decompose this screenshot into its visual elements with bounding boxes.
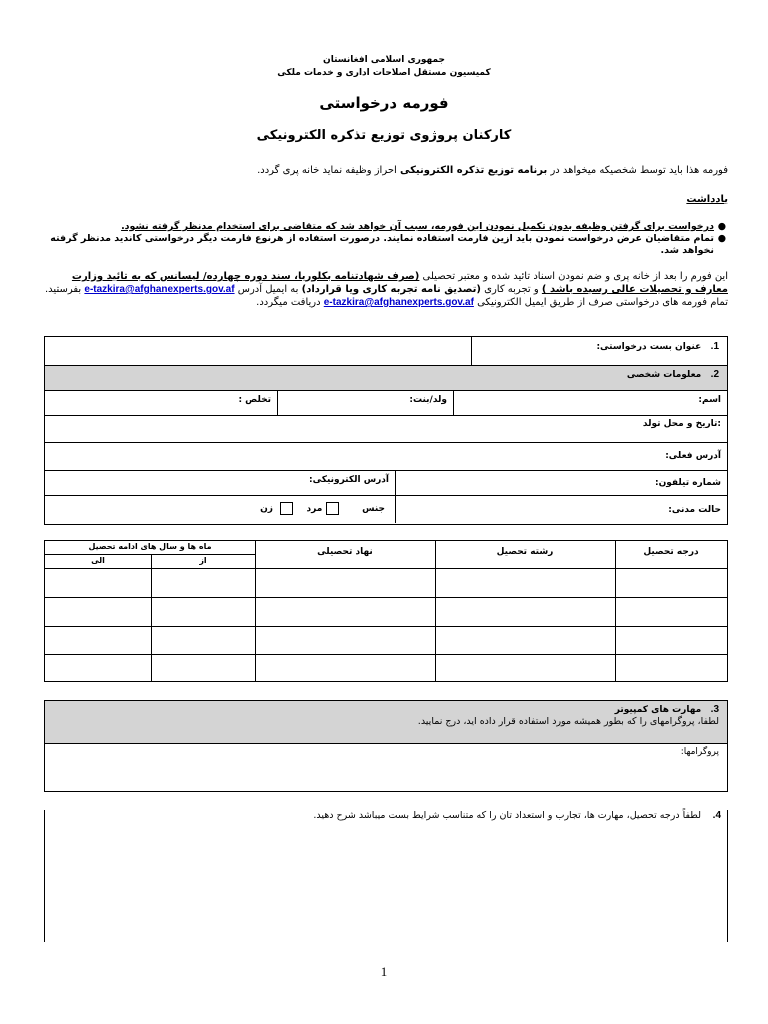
marital-input[interactable] [397,498,647,521]
notes-list [44,221,728,257]
female-label: زن [260,504,273,514]
section4-number: 4. [712,810,721,821]
male-label: مرد [306,504,323,514]
page-number: 1 [380,964,388,979]
instr-bold-1: (صرف شهادتنامه بکلوریا، سند دوره چهارده/ لیسانس که به تائید وزارت معارف و تحصیلات عالی رسیده باشد ) [71,271,728,295]
col-from-header: از [199,556,207,565]
personal-info-box [44,336,728,525]
row-names [45,391,727,416]
surname-input[interactable] [47,393,227,413]
row-post-title [45,337,727,366]
col-institute-header: نهاد تحصیلی [317,547,373,557]
education-table [44,540,728,682]
qualifications-input[interactable] [47,830,723,940]
intro-text-bold: برنامه توزیع تذکره الکترونیکی [399,165,548,176]
table-row[interactable] [45,569,727,597]
instr-pre: این فورم را بعد از خانه پری و ضم نمودن اسناد تائید شده و معتبر تحصیلی [419,271,728,282]
table-row[interactable] [45,598,727,626]
note-item-2: ● تمام متقاضیان عرض درخواست نمودن باید ازین فارمت استفاده نمایند. درصورت استفاده از هرنوع فارمت دیگر درخواستی کاندید مدنظر گرفته نخواهد شد. [50,233,726,256]
email-link-2[interactable]: e-tazkira@afghanexperts.gov.af [323,297,474,308]
instr-post: به ایمیل آدرس [234,284,302,295]
col-to-header: الی [91,556,105,565]
personal-info-header: 2. معلومات شخصی [45,366,727,391]
table-row[interactable] [45,627,727,654]
header-commission: کمیسیون مستقل اصلاحات اداری و خدمات ملکی [277,68,491,78]
dob-input[interactable] [47,418,627,440]
computer-skills-title: مهارت های کمپیوتر [614,705,702,715]
address-input[interactable] [47,445,657,468]
form-title: فورمه درخواستی [319,94,449,112]
gender-label: جنس [362,504,385,514]
marital-label: حالت مدنی: [668,505,721,515]
name-label: اسم: [698,395,721,405]
instr-end: بفرستید. [45,284,85,295]
computer-skills-desc: لطفا، پروگرامهای را که بطور همیشه مورد استفاده قرار داده اید، درج نمایید. [417,716,719,727]
name-input[interactable] [455,393,675,413]
instr-bold-2: (تصدیق نامه تجربه کاری ویا قرارداد) [301,284,481,295]
address-label: آدرس فعلی: [665,451,721,461]
programs-label: پروگرامها: [680,747,719,757]
dob-label: :تاریخ و محل تولد [642,419,721,429]
gender-group [195,502,385,515]
computer-skills-header: 3. مهارت های کمپیوتر لطفا، پروگرامهای را که بطور همیشه مورد استفاده قرار داده اید، درج نمایید. [45,701,727,744]
row-contact [45,471,727,496]
instr2-pre: تمام فورمه های درخواستی صرف از طریق ایمیل الکترونیکی [473,297,728,308]
instr2-post: دریافت میگردد. [256,297,324,308]
note-item-1: ● درخواست برای گرفتن وظیفه بدون تکمیل نمودن این فورمه، سبب آن خواهد شد که متقاضی برای استخدام مدنظر گرفته نشود. [121,221,726,232]
col-field-header: رشته تحصیل [496,547,554,557]
intro-text-post: احراز وظیفه نماید خانه پری گردد. [257,165,400,176]
post-title-label: 1. عنوان بست درخواستی: [596,341,719,352]
instructions-paragraph [44,270,728,309]
female-checkbox[interactable] [280,502,293,515]
form-subtitle: کارکنان پروژوی توزیع تذکره الکترونیکی [256,128,512,143]
personal-info-title: معلومات شخصی [626,370,702,380]
email-label: آدرس الکترونیکی: [309,475,389,485]
phone-label: شماره تیلفون: [654,478,721,488]
table-row[interactable] [45,655,727,681]
row-marital [45,496,727,523]
notes-heading: یادداشت [686,194,728,205]
intro-text-pre: فورمه هذا باید توسط شخصیکه میخواهد در [547,165,728,176]
header-country: جمهوری اسلامی افغانستان [323,55,445,65]
row-dob [45,416,727,443]
intro-paragraph [150,164,728,177]
instr-mid: و تجربه کاری [480,284,542,295]
phone-input[interactable] [397,473,647,493]
post-title-input[interactable] [47,339,467,363]
email-input[interactable] [47,473,297,493]
qualifications-desc: 4. لطفاً درجه تحصیل، مهارت ها، تجارب و استعداد تان را که متناسب شرایط بست میباشد شرح دهید. [313,810,721,821]
male-checkbox[interactable] [326,502,339,515]
col-degree-header: درجه تحصیل [643,547,699,557]
email-link-1[interactable]: e-tazkira@afghanexperts.gov.af [84,284,235,295]
col-period-header: ماه ها و سال های ادامه تحصیل [88,542,212,551]
programs-input[interactable] [47,745,657,789]
qualifications-box [44,810,728,942]
row-address [45,443,727,471]
computer-skills-box [44,700,728,792]
surname-label: تخلص : [238,395,271,405]
father-input[interactable] [279,393,399,413]
father-label: ولد/بنت: [409,395,447,405]
